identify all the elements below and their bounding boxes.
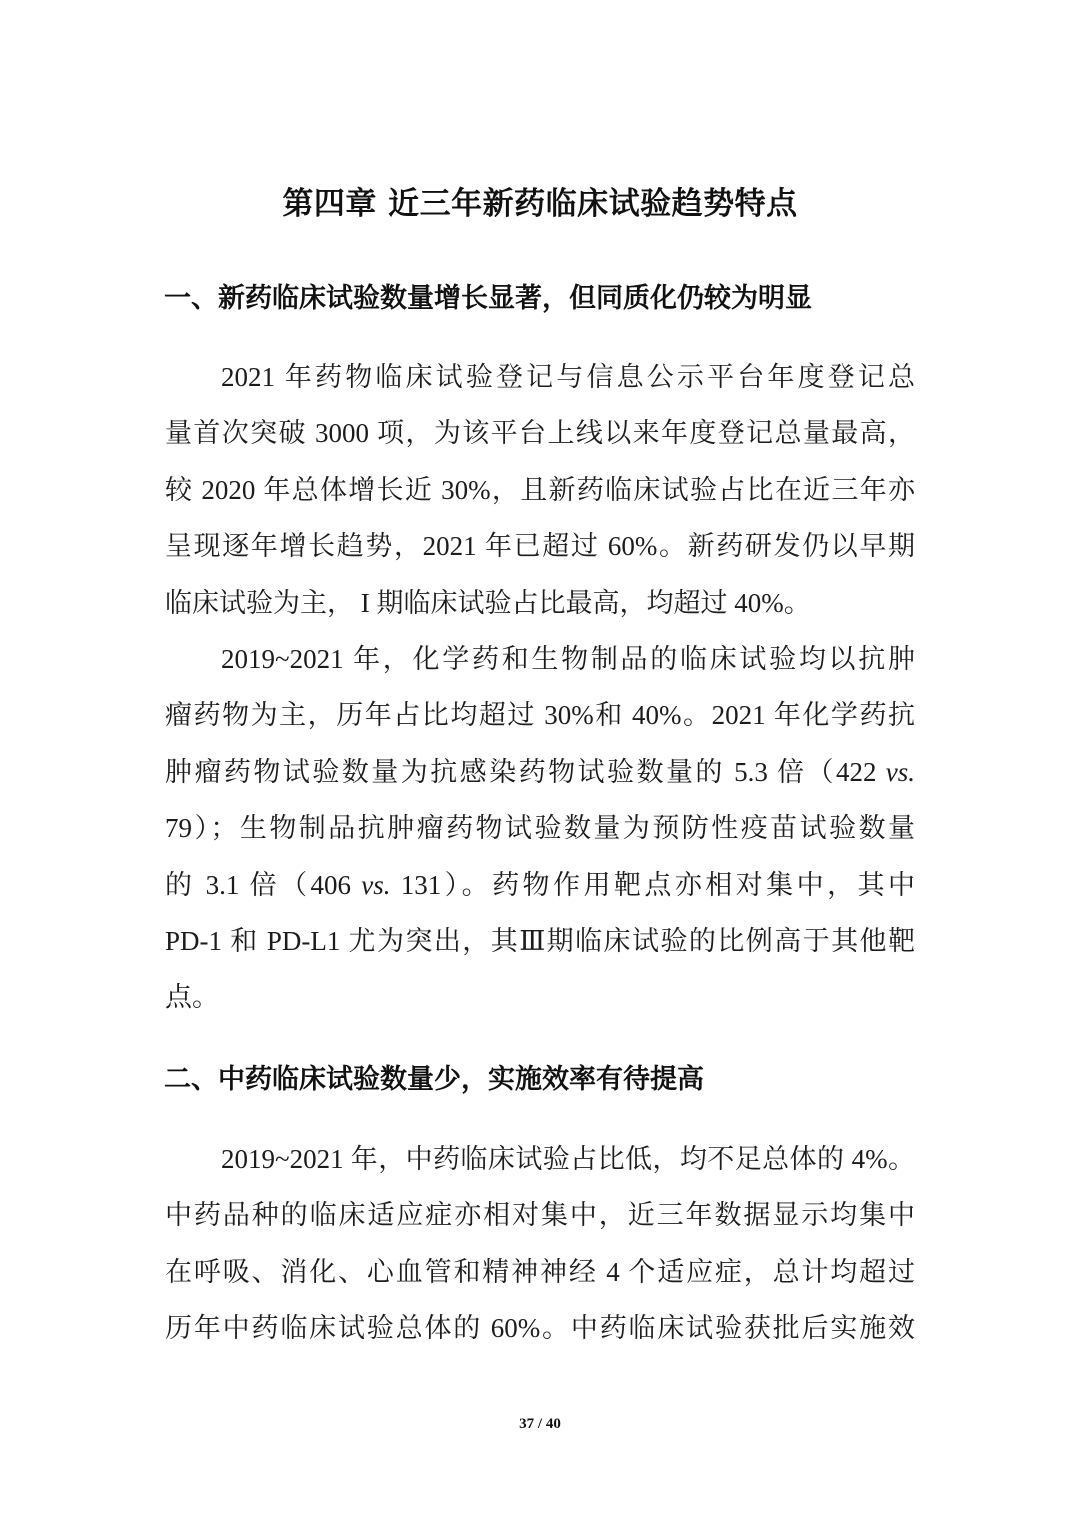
paragraph-line: 2019~2021 年，化学药和生物制品的临床试验均以抗肿 bbox=[221, 644, 915, 674]
paragraph-line: 呈现逐年增长趋势，2021 年已超过 60%。新药研发仍以早期 bbox=[165, 531, 915, 562]
paragraph-1 bbox=[165, 357, 915, 639]
vs-abbreviation: vs. bbox=[885, 756, 915, 787]
paragraph-line: 2019~2021 年，中药临床试验占比低，均不足总体的 4%。 bbox=[221, 1144, 915, 1174]
paragraph-line bbox=[165, 865, 915, 921]
paragraph-line: 中药品种的临床适应症亦相对集中，近三年数据显示均集中 bbox=[165, 1200, 915, 1231]
paragraph-2 bbox=[165, 639, 915, 1034]
paragraph-line: 量首次突破 3000 项，为该平台上线以来年度登记总量最高， bbox=[165, 418, 915, 449]
paragraph-line: 在呼吸、消化、心血管和精神神经 4 个适应症，总计均超过 bbox=[165, 1256, 915, 1287]
paragraph-3 bbox=[165, 1139, 915, 1365]
chapter-title: 第四章 近三年新药临床试验趋势特点 bbox=[282, 186, 798, 222]
paragraph-line: PD-1 和 PD-L1 尤为突出，其Ⅲ期临床试验的比例高于其他靶 bbox=[165, 925, 915, 956]
paragraph-line: 瘤药物为主，历年占比均超过 30%和 40%。2021 年化学药抗 bbox=[165, 700, 915, 731]
line-text: 的 3.1 倍（406 bbox=[165, 869, 362, 900]
section-heading-2: 二、中药临床试验数量少，实施效率有待提高 bbox=[164, 1064, 704, 1095]
section-heading-1: 一、新药临床试验数量增长显著，但同质化仍较为明显 bbox=[164, 283, 812, 314]
paragraph-line: 79）；生物制品抗肿瘤药物试验数量为预防性疫苗试验数量 bbox=[165, 813, 915, 844]
paragraph-line: 较 2020 年总体增长近 30%，且新药临床试验占比在近三年亦 bbox=[165, 474, 915, 505]
paragraph-line: 临床试验为主， I 期临床试验占比最高，均超过 40%。 bbox=[165, 587, 811, 618]
paragraph-line: 点。 bbox=[165, 982, 219, 1013]
vs-abbreviation: vs. bbox=[361, 869, 391, 900]
paragraph-line: 历年中药临床试验总体的 60%。中药临床试验获批后实施效 bbox=[165, 1313, 915, 1344]
paragraph-line bbox=[165, 752, 915, 808]
page-number: 37 / 40 bbox=[519, 1416, 561, 1432]
paragraph-line: 2021 年药物临床试验登记与信息公示平台年度登记总 bbox=[221, 362, 915, 392]
line-text: 131）。药物作用靶点亦相对集中，其中 bbox=[390, 869, 916, 900]
line-text: 肿瘤药物试验数量为抗感染药物试验数量的 5.3 倍（422 bbox=[165, 756, 886, 787]
